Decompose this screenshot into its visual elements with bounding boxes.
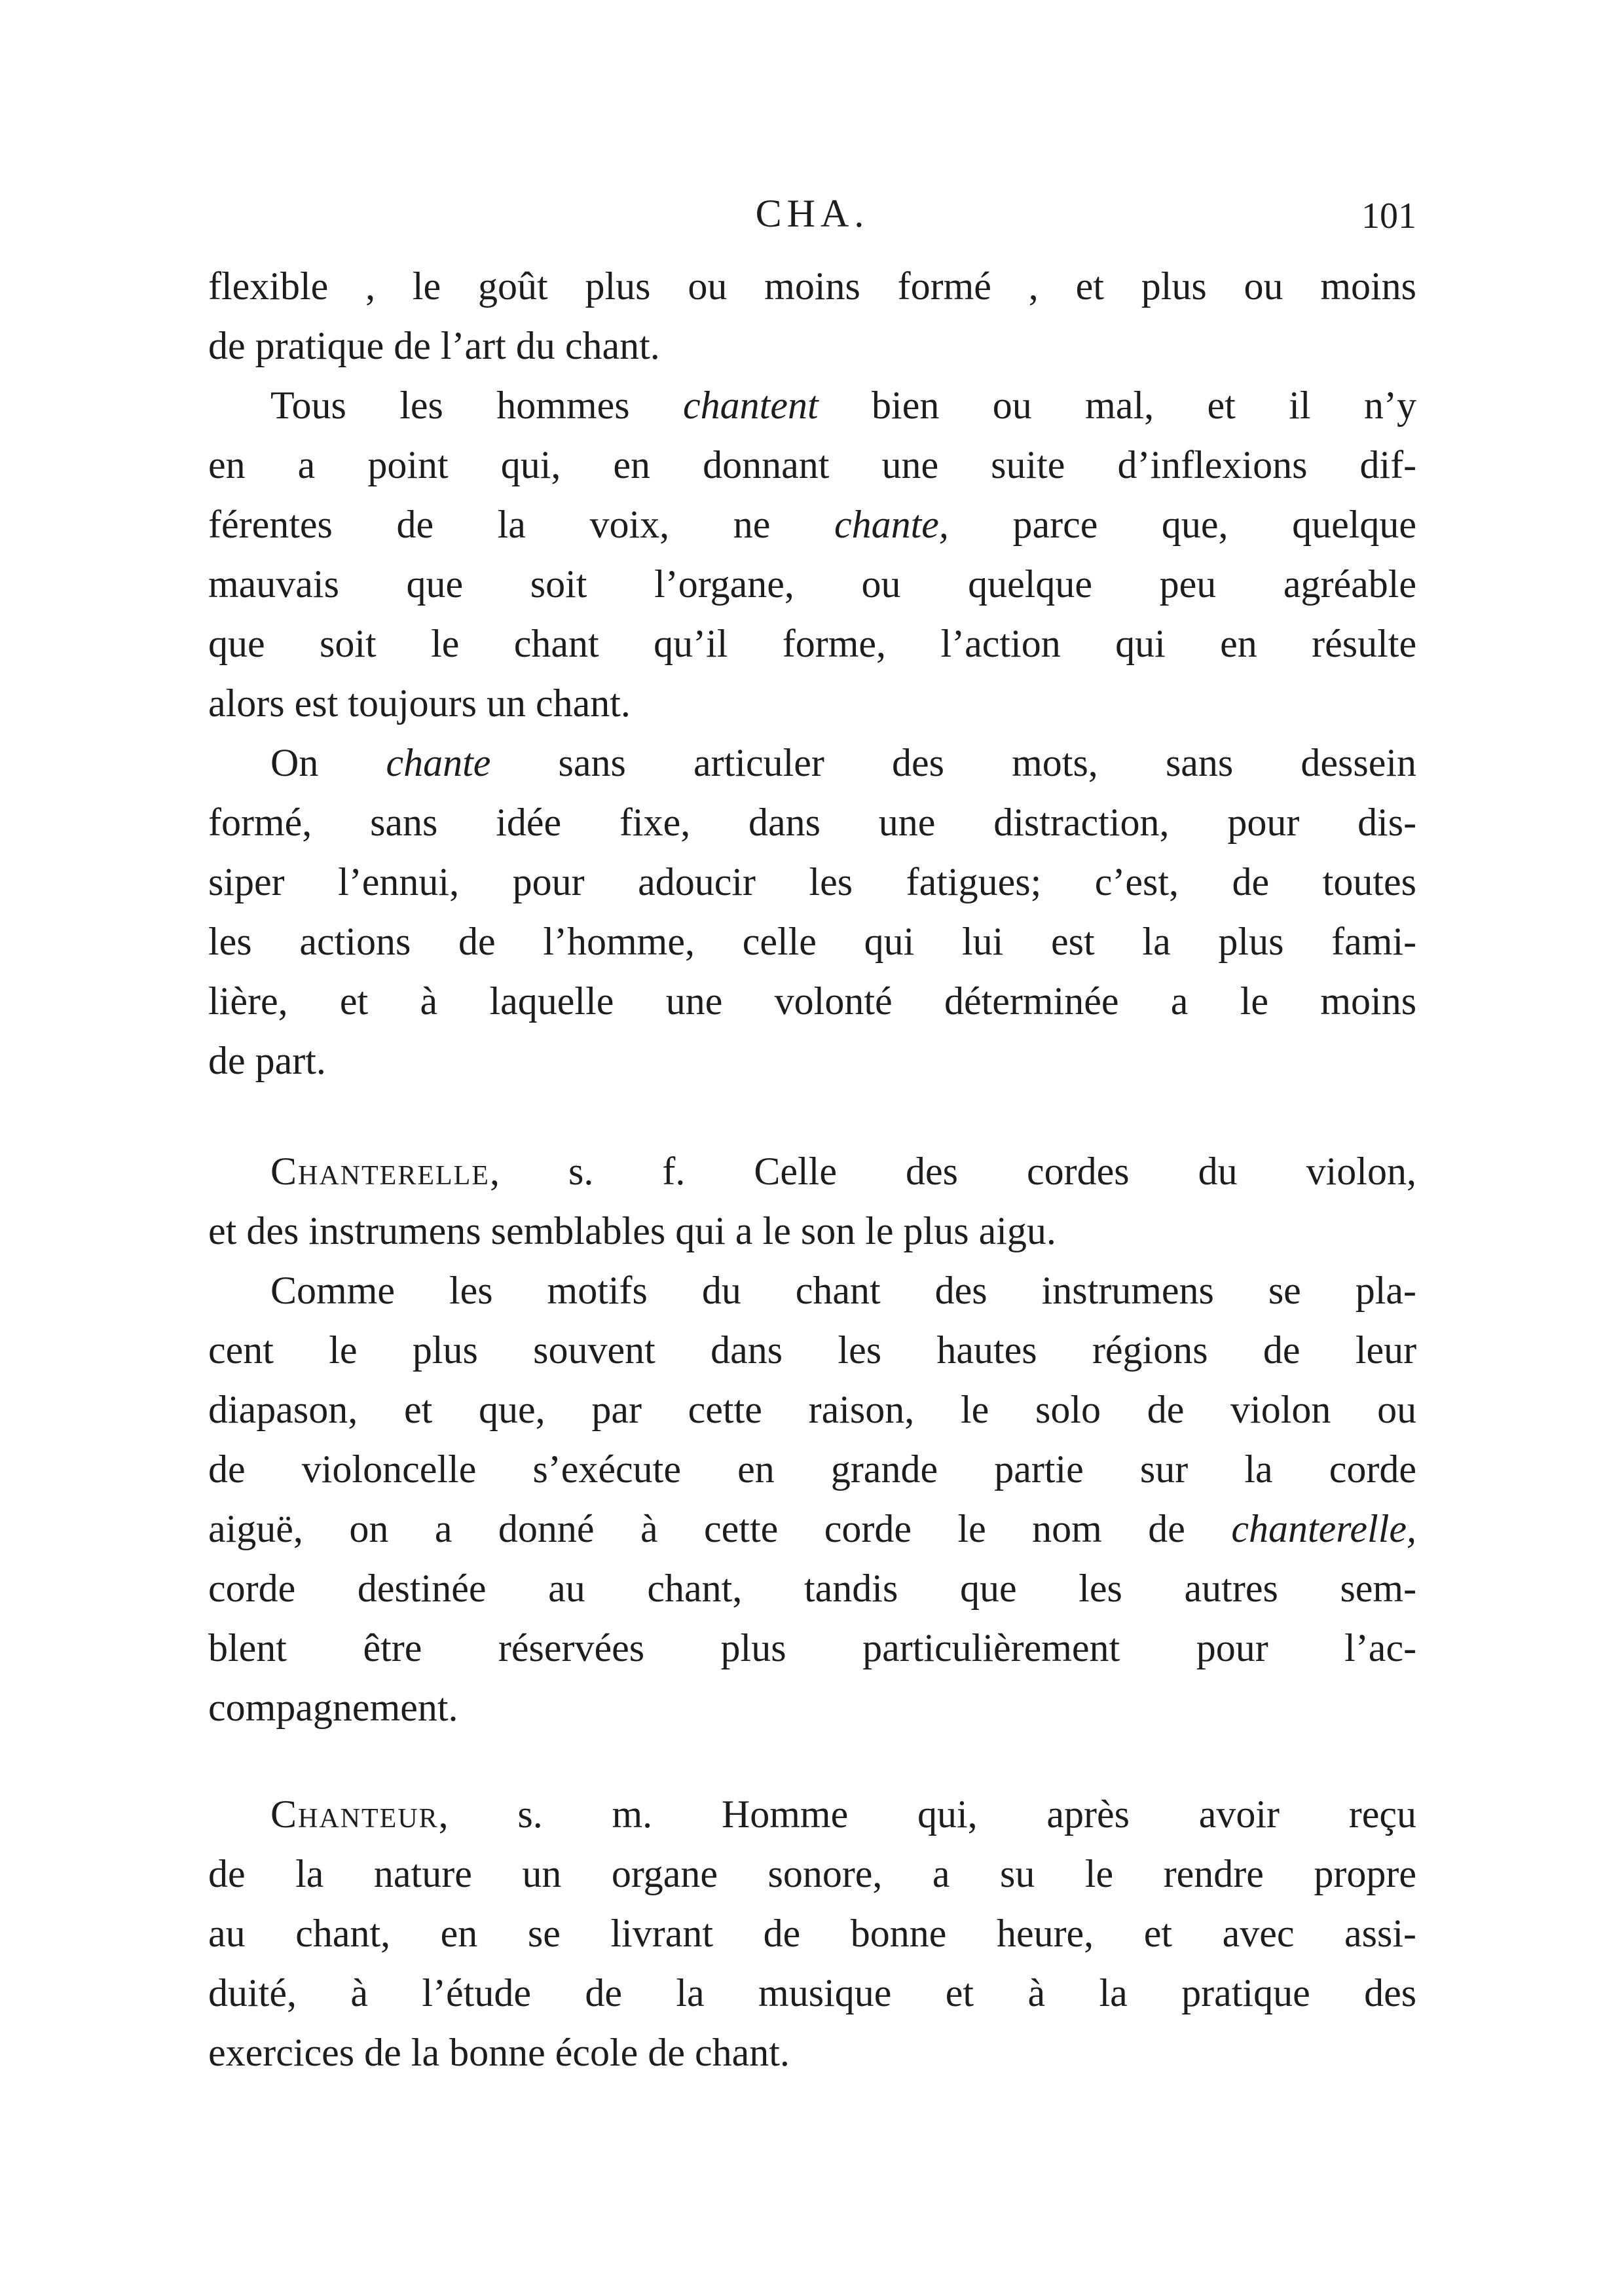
text-line: en a point qui, en donnant une suite d’inflexions dif- — [208, 443, 1417, 486]
text-line: les actions de l’homme, celle qui lui est la plus fami- — [208, 920, 1417, 963]
page — [208, 191, 1416, 2083]
text-line: corde destinée au chant, tandis que les autres sem- — [208, 1567, 1417, 1610]
entry-definition — [208, 1142, 1416, 1261]
text-line: mauvais que soit l’organe, ou quelque peu agréable — [208, 562, 1417, 606]
text-line: formé, sans idée fixe, dans une distraction, pour dis- — [208, 801, 1417, 844]
text-line: et des instrumens semblables qui a le son le plus aigu. — [208, 1209, 1056, 1252]
text-line: férentes de la voix, ne chante, parce que, quelque — [208, 503, 1417, 546]
entry-paragraph — [208, 1261, 1416, 1738]
grammar-label: , s. f. — [489, 1150, 686, 1193]
text-line: de part. — [208, 1039, 326, 1082]
spacer — [208, 1738, 1416, 1785]
page-body — [208, 257, 1416, 2083]
spacer — [208, 1091, 1416, 1142]
text-line: de violoncelle s’exécute en grande partie sur la corde — [208, 1448, 1417, 1491]
entry-chanterelle — [208, 1142, 1416, 1738]
text-line: exercices de la bonne école de chant. — [208, 2031, 790, 2074]
text-line: Comme les motifs du chant des instrumens se pla- — [270, 1269, 1417, 1312]
text-line: lière, et à laquelle une volonté déterminée a le moins — [208, 979, 1417, 1023]
text-line: Tous les hommes chantent bien ou mal, et il n’y — [270, 384, 1416, 427]
text-line — [208, 1785, 1416, 1844]
paragraph-2 — [208, 376, 1416, 733]
grammar-label: , s. m. — [438, 1793, 653, 1836]
text-line — [208, 1142, 1416, 1201]
running-head — [208, 191, 1416, 257]
headword: Chanteur — [270, 1793, 439, 1836]
text-line: alors est toujours un chant. — [208, 682, 631, 725]
definition-text: Celle des cordes du violon, — [685, 1150, 1416, 1193]
text-line: compagnement. — [208, 1686, 458, 1729]
text-line: au chant, en se livrant de bonne heure, et avec assi- — [208, 1912, 1417, 1955]
text-line: On chante sans articuler des mots, sans dessein — [270, 741, 1417, 784]
definition-text: Homme qui, après avoir reçu — [652, 1793, 1416, 1836]
text-line: cent le plus souvent dans les hautes régions de leur — [208, 1328, 1417, 1372]
text-line: de pratique de l’art du chant. — [208, 324, 660, 367]
entry-definition — [208, 1785, 1416, 2083]
running-title: CHA. — [755, 192, 870, 235]
page-number: 101 — [1361, 196, 1416, 236]
entry-chanteur — [208, 1785, 1416, 2083]
paragraph-1 — [208, 257, 1416, 376]
text-line: blent être réservées plus particulièrement pour l’ac- — [208, 1626, 1417, 1669]
text-line: diapason, et que, par cette raison, le solo de violon ou — [208, 1388, 1417, 1431]
headword: Chanterelle — [270, 1150, 490, 1193]
text-line: siper l’ennui, pour adoucir les fatigues; c’est, de toutes — [208, 860, 1416, 903]
text-line: de la nature un organe sonore, a su le rendre propre — [208, 1852, 1416, 1895]
paragraph-3 — [208, 733, 1416, 1091]
text-line: aiguë, on a donné à cette corde le nom de chanterelle, — [208, 1507, 1416, 1550]
text-line: flexible , le goût plus ou moins formé , et plus ou moins — [208, 264, 1417, 308]
text-line: duité, à l’étude de la musique et à la pratique des — [208, 1971, 1417, 2014]
text-line: que soit le chant qu’il forme, l’action qui en résulte — [208, 622, 1417, 665]
